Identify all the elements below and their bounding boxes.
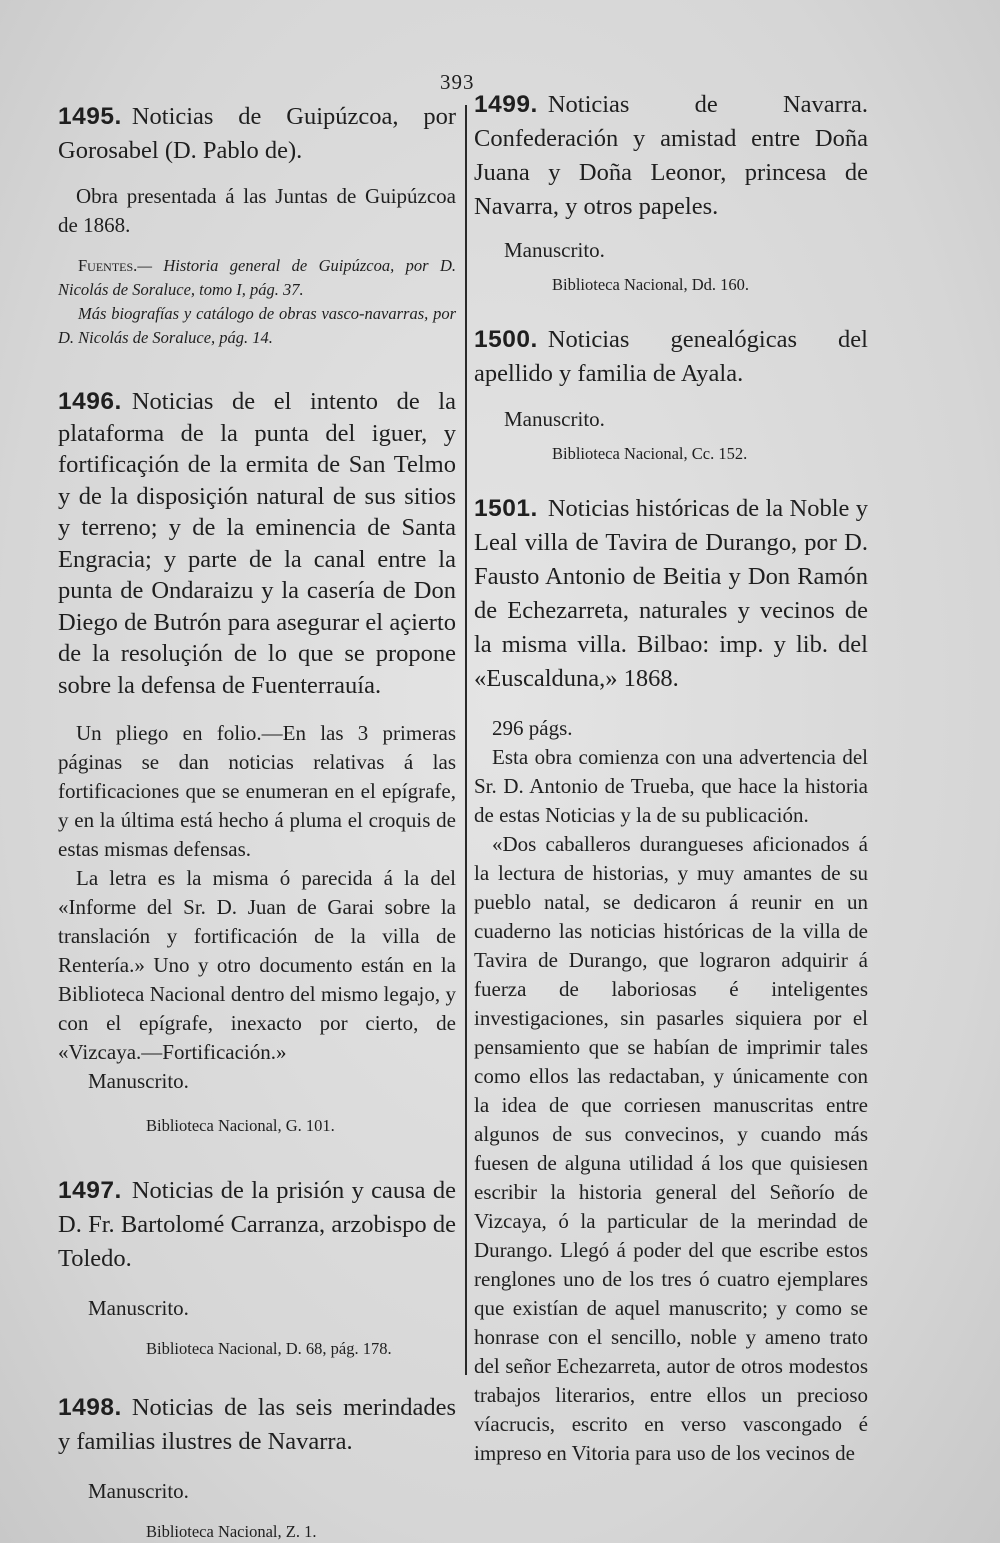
entry-heading — [474, 323, 868, 391]
entry-heading — [58, 1391, 456, 1459]
entry-1495 — [58, 100, 456, 350]
entry-body-2: «Dos caballeros durangueses aficionados á la lectura de historias, y muy amantes de su pueblo natal, se dedicaron á reunir en un cuaderno las noticias históricas de la villa de Tavira de Durango, que lograron adquirir á fuerza de laboriosas é inteligentes investigaciones, sin pasarles siquiera por el pensamiento que se habían de imprimir tales como ellos las redactaban, y únicamente con la idea de que corriesen manuscritas entre algunos de sus convecinos, y cuando más fuesen de alguna utilidad á los que quisiesen escribir la historia general del Señorío de Vizcaya, ó la particular de la merindad de Durango. Llegó á poder del que escribe estos renglones uno de los tres ó cuatro ejemplares que existían de aquel manuscrito; y como se honrase con el sencillo, noble y ameno trato del señor Echezarreta, autor de otros modestos trabajos literarios, entre ellos un precioso víacrucis, escrito en verso vascongado é impreso en Vitoria para uso de los vecinos de — [474, 832, 868, 1465]
entry-title: Noticias genealógicas del apellido y familia de Ayala. — [474, 326, 868, 387]
library-reference: Biblioteca Nacional, Cc. 152. — [552, 444, 748, 463]
entry-number: 1497. — [58, 1177, 122, 1204]
right-column — [474, 88, 868, 1468]
manuscript-label: Manuscrito. — [88, 1296, 189, 1320]
manuscript-label: Manuscrito. — [88, 1479, 189, 1503]
entry-heading — [58, 1174, 456, 1276]
entry-number: 1501. — [474, 495, 538, 522]
library-reference: Biblioteca Nacional, G. 101. — [146, 1116, 335, 1135]
entry-title: Noticias de la prisión y causa de D. Fr. Bartolomé Carranza, arzobispo de Toledo. — [58, 1177, 456, 1272]
entry-1496 — [58, 386, 456, 1138]
entry-number: 1500. — [474, 326, 538, 353]
entry-title: Noticias de las seis merindades y familias ilustres de Navarra. — [58, 1394, 456, 1455]
page-count: 296 págs. — [492, 716, 573, 740]
entry-title: Noticias de Navarra. Confederación y amistad entre Doña Juana y Doña Leonor, princesa de Navarra, y otros papeles. — [474, 91, 868, 220]
entry-number: 1499. — [474, 91, 538, 118]
library-reference: Biblioteca Nacional, D. 68, pág. 178. — [146, 1339, 392, 1358]
column-divider — [465, 105, 467, 1375]
manuscript-label: Manuscrito. — [504, 407, 605, 431]
entry-title: Noticias históricas de la Noble y Leal villa de Tavira de Durango, por D. Fausto Antonio de Beitia y Don Ramón de Echezarreta, naturales y vecinos de la misma villa. Bilbao: imp. y lib. del «Euscalduna,» 1868. — [474, 495, 868, 692]
manuscript-label: Manuscrito. — [88, 1069, 189, 1093]
left-column — [58, 100, 456, 1543]
entry-heading — [58, 386, 456, 701]
entry-1498 — [58, 1391, 456, 1543]
entry-body: Obra presentada á las Juntas de Guipúzcoa de 1868. — [58, 184, 456, 237]
entry-body-1: Esta obra comienza con una advertencia del Sr. D. Antonio de Trueba, que hace la historia de estas Noticias y la de su publicación. — [474, 745, 868, 827]
sources-line-1: — Historia general de Guipúzcoa, por D. Nicolás de Soraluce, tomo I, pág. 37. — [58, 256, 456, 299]
sources-label: Fuentes. — [78, 256, 138, 275]
entry-1497 — [58, 1174, 456, 1361]
entry-number: 1496. — [58, 388, 122, 415]
sources-line-2: Más biografías y catálogo de obras vasco-navarras, por D. Nicolás de Soraluce, pág. 14. — [58, 304, 456, 347]
entry-title: Noticias de el intento de la plataforma de la punta del iguer, y fortificaçión de la ermita de San Telmo y de la disposiçión natural de sus sitios y terreno; y de la eminencia de Santa Engracia; y parte de la canal entre la punta de Ondaraizu y la casería de Don Diego de Butrón para asegurar el açierto de la resoluçión de lo que se propone sobre la defensa de Fuenterrauía. — [58, 388, 456, 699]
sources-note — [58, 254, 456, 302]
entry-heading — [58, 100, 456, 168]
entry-1499 — [474, 88, 868, 297]
entry-number: 1495. — [58, 103, 122, 130]
entry-1500 — [474, 323, 868, 466]
page-number: 393 — [440, 70, 475, 94]
entry-title: Noticias de Guipúzcoa, por Gorosabel (D. Pablo de). — [58, 103, 456, 164]
entry-heading — [474, 88, 868, 224]
entry-body-2: La letra es la misma ó parecida á la del «Informe del Sr. D. Juan de Garai sobre la translación y fortificación de la villa de Rentería.» Uno y otro documento están en la Biblioteca Nacional dentro del mismo legajo, y con el epígrafe, inexacto por cierto, de «Vizcaya.—Fortificación.» — [58, 866, 456, 1064]
entry-number: 1498. — [58, 1394, 122, 1421]
manuscript-label: Manuscrito. — [504, 238, 605, 262]
library-reference: Biblioteca Nacional, Dd. 160. — [552, 275, 750, 294]
library-reference: Biblioteca Nacional, Z. 1. — [146, 1522, 317, 1541]
entry-heading — [474, 492, 868, 696]
entry-body-1: Un pliego en folio.—En las 3 primeras páginas se dan noticias relativas á las fortificaciones que se enumeran en el epígrafe, y en la última está hecho á pluma el croquis de estas mismas defensas. — [58, 721, 456, 861]
entry-1501 — [474, 492, 868, 1468]
